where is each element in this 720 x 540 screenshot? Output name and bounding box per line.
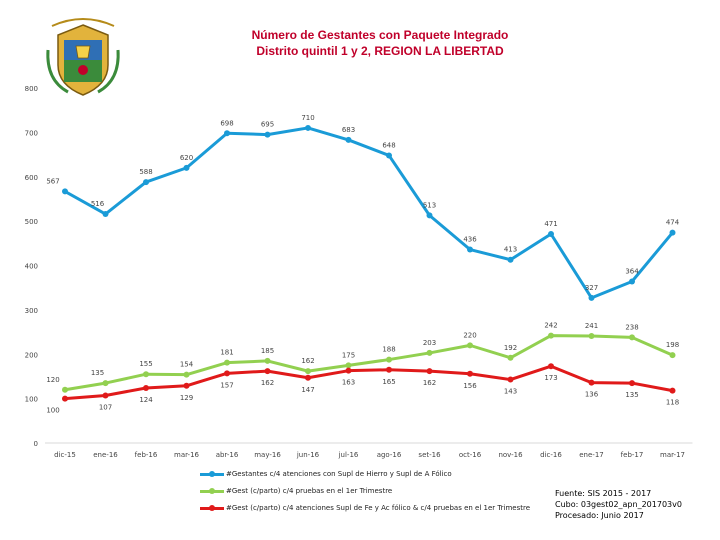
data-point <box>62 387 68 393</box>
data-label: 242 <box>544 321 558 330</box>
data-point <box>467 342 473 348</box>
data-point <box>467 247 473 253</box>
source-note <box>555 488 682 521</box>
legend-swatch-series-3 <box>200 502 224 514</box>
data-label: 695 <box>260 120 275 129</box>
data-point <box>386 357 392 363</box>
data-point <box>386 152 392 158</box>
x-tick-label: feb-17 <box>620 451 644 459</box>
data-label: 188 <box>382 345 396 354</box>
data-point <box>548 231 554 237</box>
data-point <box>629 334 635 340</box>
data-label: 157 <box>220 381 234 390</box>
series-line-3 <box>65 366 673 398</box>
x-tick-label: nov-16 <box>498 451 523 459</box>
x-tick-label: jul-16 <box>338 451 359 459</box>
x-tick-label: oct-16 <box>458 451 482 459</box>
data-label: 198 <box>665 341 680 350</box>
data-label: 620 <box>179 153 194 162</box>
data-label: 163 <box>341 378 356 387</box>
data-point <box>62 188 68 194</box>
x-tick-label: dic-15 <box>54 451 76 459</box>
data-label: 165 <box>382 377 396 386</box>
legend-label-series-3: #Gest (c/parto) c/4 atenciones Supl de Fe y Ac fólico & c/4 pruebas en el 1er Trimestre <box>226 503 531 512</box>
data-point <box>265 358 271 364</box>
data-point <box>548 363 554 369</box>
data-label: 588 <box>139 168 153 177</box>
data-label: 156 <box>463 381 477 390</box>
data-point <box>305 125 311 131</box>
x-tick-label: feb-16 <box>134 451 158 459</box>
data-label: 474 <box>665 218 680 227</box>
data-label: 683 <box>341 125 356 134</box>
data-point <box>670 388 676 394</box>
y-tick-label: 500 <box>24 218 38 227</box>
data-label: 192 <box>503 343 518 352</box>
data-label: 124 <box>139 395 153 404</box>
data-point <box>467 371 473 377</box>
chart-title: Número de Gestantes con Paquete Integrado <box>251 28 509 42</box>
data-label: 162 <box>260 379 275 388</box>
data-label: 173 <box>544 374 558 383</box>
legend-item-series-2 <box>200 482 530 499</box>
data-point <box>346 362 352 368</box>
data-label: 100 <box>46 406 60 415</box>
x-tick-label: ago-16 <box>376 451 402 459</box>
legend-swatch-series-1 <box>200 468 224 480</box>
y-tick-label: 100 <box>24 395 38 404</box>
data-point <box>224 360 230 366</box>
y-tick-label: 800 <box>24 85 38 93</box>
data-point <box>508 257 514 263</box>
data-point <box>305 375 311 381</box>
processed-line: Procesado: Junio 2017 <box>555 511 644 520</box>
data-point <box>589 333 595 339</box>
data-point <box>224 130 230 136</box>
legend-label-series-2: #Gest (c/parto) c/4 pruebas en el 1er Trimestre <box>226 486 393 495</box>
data-label: 241 <box>584 322 599 331</box>
data-point <box>305 368 311 374</box>
data-label: 135 <box>625 391 639 400</box>
data-label: 155 <box>139 360 153 369</box>
data-point <box>265 368 271 374</box>
data-label: 710 <box>301 113 315 122</box>
data-point <box>103 380 109 386</box>
data-label: 136 <box>584 390 599 399</box>
legend-item-series-1 <box>200 465 530 482</box>
data-label: 135 <box>90 369 105 378</box>
x-tick-label: mar-17 <box>660 451 685 459</box>
x-tick-label: ene-16 <box>93 451 118 459</box>
x-tick-label: mar-16 <box>174 451 199 459</box>
data-label: 143 <box>503 387 518 396</box>
data-point <box>103 211 109 217</box>
data-point <box>548 333 554 339</box>
data-label: 129 <box>179 393 194 402</box>
data-label: 118 <box>665 398 680 407</box>
legend-label-series-1: #Gestantes c/4 atenciones con Supl de Hierro y Supl de A Fólico <box>226 469 452 478</box>
x-tick-label: may-16 <box>254 451 281 459</box>
cube-line: Cubo: 03gest02_apn_201703v0 <box>555 500 682 509</box>
x-tick-label: ene-17 <box>579 451 604 459</box>
source-line: Fuente: SIS 2015 - 2017 <box>555 489 652 498</box>
data-label: 567 <box>46 177 60 186</box>
data-point <box>427 350 433 356</box>
data-point <box>346 137 352 143</box>
data-label: 436 <box>463 235 477 244</box>
x-tick-label: dic-16 <box>540 451 562 459</box>
data-label: 162 <box>422 379 437 388</box>
chart-legend <box>200 465 530 516</box>
data-point <box>670 352 676 358</box>
data-label: 154 <box>179 360 194 369</box>
data-label: 203 <box>422 338 437 347</box>
data-label: 120 <box>46 375 60 384</box>
data-label: 175 <box>341 351 356 360</box>
legend-item-series-3 <box>200 499 530 516</box>
data-point <box>62 396 68 402</box>
data-label: 107 <box>98 403 113 412</box>
series-line-2 <box>65 336 673 390</box>
data-point <box>629 278 635 284</box>
y-tick-label: 0 <box>33 440 38 448</box>
data-point <box>143 179 149 185</box>
data-label: 513 <box>422 201 437 210</box>
y-tick-label: 400 <box>24 262 38 271</box>
data-label: 516 <box>90 200 105 209</box>
data-point <box>143 385 149 391</box>
data-point <box>143 371 149 377</box>
data-point <box>427 212 433 218</box>
y-tick-label: 300 <box>24 306 38 315</box>
data-point <box>508 377 514 383</box>
data-point <box>103 393 109 399</box>
data-label: 181 <box>220 348 234 357</box>
data-label: 364 <box>625 267 639 276</box>
data-point <box>346 368 352 374</box>
data-label: 185 <box>260 346 275 355</box>
data-point <box>265 132 271 138</box>
data-point <box>589 380 595 386</box>
y-tick-label: 700 <box>24 129 38 138</box>
data-point <box>386 367 392 373</box>
data-point <box>184 383 190 389</box>
data-point <box>670 230 676 236</box>
data-label: 413 <box>503 245 518 254</box>
data-label: 147 <box>301 385 315 394</box>
legend-swatch-series-2 <box>200 485 224 497</box>
data-point <box>508 355 514 361</box>
series-line-1 <box>65 125 673 298</box>
data-point <box>589 295 595 301</box>
data-label: 327 <box>584 283 599 292</box>
data-label: 471 <box>544 219 558 228</box>
x-tick-label: jun-16 <box>296 451 320 459</box>
data-point <box>184 372 190 378</box>
data-label: 162 <box>301 357 315 366</box>
data-label: 238 <box>625 323 639 332</box>
data-point <box>224 370 230 376</box>
data-point <box>629 380 635 386</box>
data-label: 648 <box>382 141 396 150</box>
y-tick-label: 200 <box>24 351 38 360</box>
data-label: 698 <box>220 119 234 128</box>
data-point <box>184 165 190 171</box>
data-point <box>427 368 433 374</box>
data-label: 220 <box>463 331 477 340</box>
y-tick-label: 600 <box>24 173 38 182</box>
chart-subtitle: Distrito quintil 1 y 2, REGION LA LIBERTAD <box>256 44 504 58</box>
x-tick-label: set-16 <box>418 451 441 459</box>
x-tick-label: abr-16 <box>215 451 239 459</box>
